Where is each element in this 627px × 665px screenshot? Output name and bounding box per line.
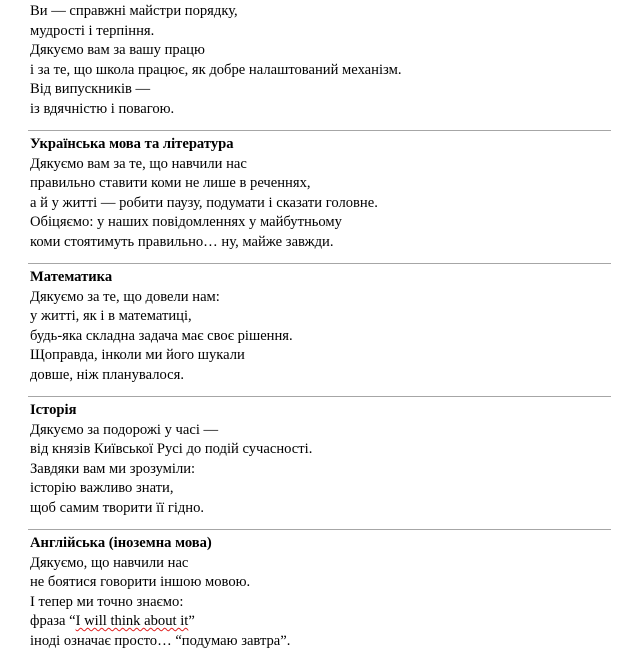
phrase-suffix: ” [188,613,195,629]
section-english [30,534,611,651]
section-line: історію важливо знати, [30,480,174,496]
section-line: іноді означає просто… “подумаю завтра”. [30,632,291,649]
section-history [30,401,611,518]
section-line: Дякуємо за подорожі у часі — [30,421,219,438]
section-heading: Історія [30,402,77,418]
section-line: від князів Київської Русі до подій сучасності. [30,441,313,457]
intro-line: Від випускників — [30,81,151,97]
section-heading: Українська мова та література [30,136,234,152]
section-math [30,268,611,385]
intro-line: Ви — справжні майстри порядку, [30,3,238,19]
section-line: Завдяки вам ми зрозуміли: [30,460,196,477]
section-line: І тепер ми точно знаємо: [30,593,184,610]
section-line: Дякуємо вам за те, що навчили нас [30,155,247,172]
document-body [30,0,611,651]
section-line-phrase [30,612,611,632]
intro-line: і за те, що школа працює, як добре налаштований механізм. [30,61,402,78]
intro-line: мудрості і терпіння. [30,22,155,39]
section-line: правильно ставити коми не лише в реченнях, [30,175,311,191]
section-line: коми стоятимуть правильно… ну, майже завжди. [30,233,334,250]
phrase-prefix: фраза “ [30,613,76,629]
section-line: Щоправда, інколи ми його шукали [30,347,245,363]
section-line: довше, ніж планувалося. [30,366,184,383]
section-line: будь-яка складна задача має своє рішення. [30,327,293,344]
intro-line: із вдячністю і повагою. [30,100,175,117]
section-line: не боятися говорити іншою мовою. [30,574,251,590]
intro-line: Дякуємо вам за вашу працю [30,42,205,58]
section-line: Дякуємо за те, що довели нам: [30,288,220,305]
section-heading: Англійська (іноземна мова) [30,535,212,551]
section-line: щоб самим творити її гідно. [30,499,205,516]
section-line: Обіцяємо: у наших повідомленнях у майбутньому [30,214,342,230]
section-line: Дякуємо, що навчили нас [30,554,189,571]
section-heading: Математика [30,269,113,285]
section-line: а й у житті — робити паузу, подумати і сказати головне. [30,194,378,211]
intro-block [30,2,611,119]
section-ukrainian [30,135,611,252]
spellcheck-marked-text: I will think about it [75,613,189,629]
section-line: у житті, як і в математиці, [30,308,192,324]
